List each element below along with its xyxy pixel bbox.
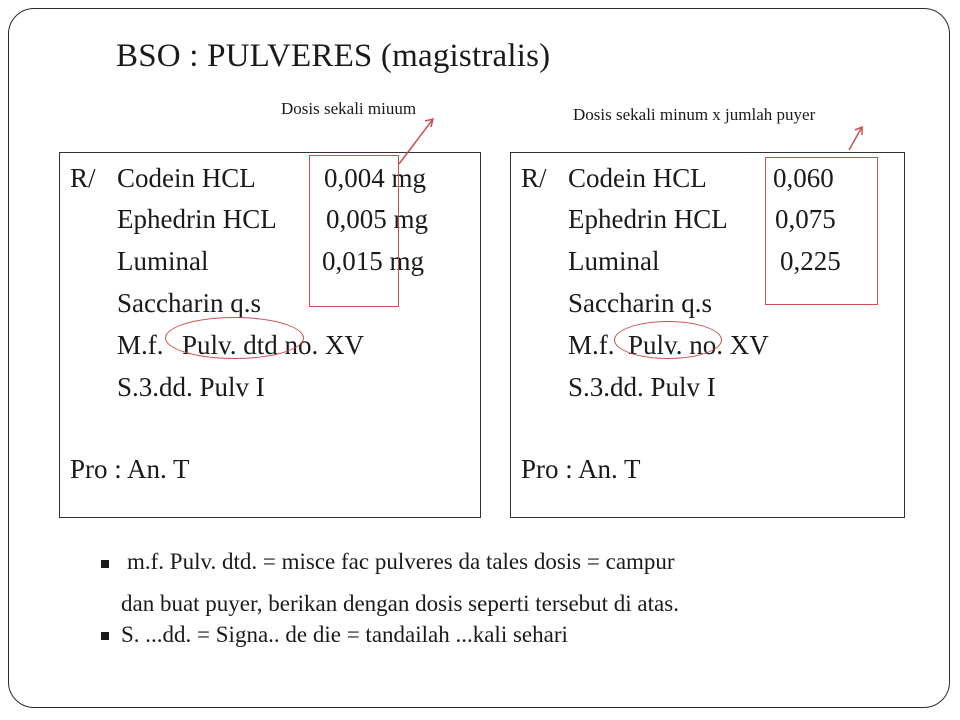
mf-prefix: M.f. [568,330,615,360]
drug-name: Luminal [568,246,660,276]
dose-highlight-box [309,155,399,307]
rx-symbol: R/ [521,163,547,193]
bullet-text: m.f. Pulv. dtd. = misce fac pulveres da tales dosis = campur [127,549,675,574]
note-dose-single: Dosis sekali miuum [281,99,417,118]
drug-dose: 0,005 mg [326,204,429,234]
rx-symbol: R/ [70,163,96,193]
bullet-marker [101,560,109,568]
pulv-highlight-ellipse [614,321,722,359]
mf-instruction: Pulv. no. XV [628,330,769,360]
drug-name: Ephedrin HCL [117,204,277,234]
saccharin-line: Saccharin q.s [117,288,261,318]
drug-dose: 0,075 [775,204,836,234]
bullet-marker [101,632,109,640]
patient-line: Pro : An. T [521,454,641,484]
drug-dose: 0,225 [780,246,841,276]
bullet-text: S. ...dd. = Signa.. de die = tandailah ...kali sehari [121,622,568,647]
drug-name: Luminal [117,246,209,276]
drug-name: Codein HCL [117,163,256,193]
drug-name: Ephedrin HCL [568,204,728,234]
patient-line: Pro : An. T [70,454,190,484]
drug-dose: 0,015 mg [322,246,425,276]
drug-dose: 0,004 mg [324,163,427,193]
signa-line: S.3.dd. Pulv I [117,372,265,402]
note-dose-total: Dosis sekali minum x jumlah puyer [573,105,816,124]
mf-prefix: M.f. [117,330,164,360]
dtd-highlight-ellipse [165,317,304,359]
mf-instruction: Pulv. dtd no. XV [182,330,365,360]
bullet-text-continued: dan buat puyer, berikan dengan dosis seperti tersebut di atas. [121,591,679,616]
slide-title: BSO : PULVERES (magistralis) [116,38,551,74]
drug-name: Codein HCL [568,163,707,193]
saccharin-line: Saccharin q.s [568,288,712,318]
signa-line: S.3.dd. Pulv I [568,372,716,402]
dose-highlight-box [765,157,878,305]
drug-dose: 0,060 [773,163,834,193]
